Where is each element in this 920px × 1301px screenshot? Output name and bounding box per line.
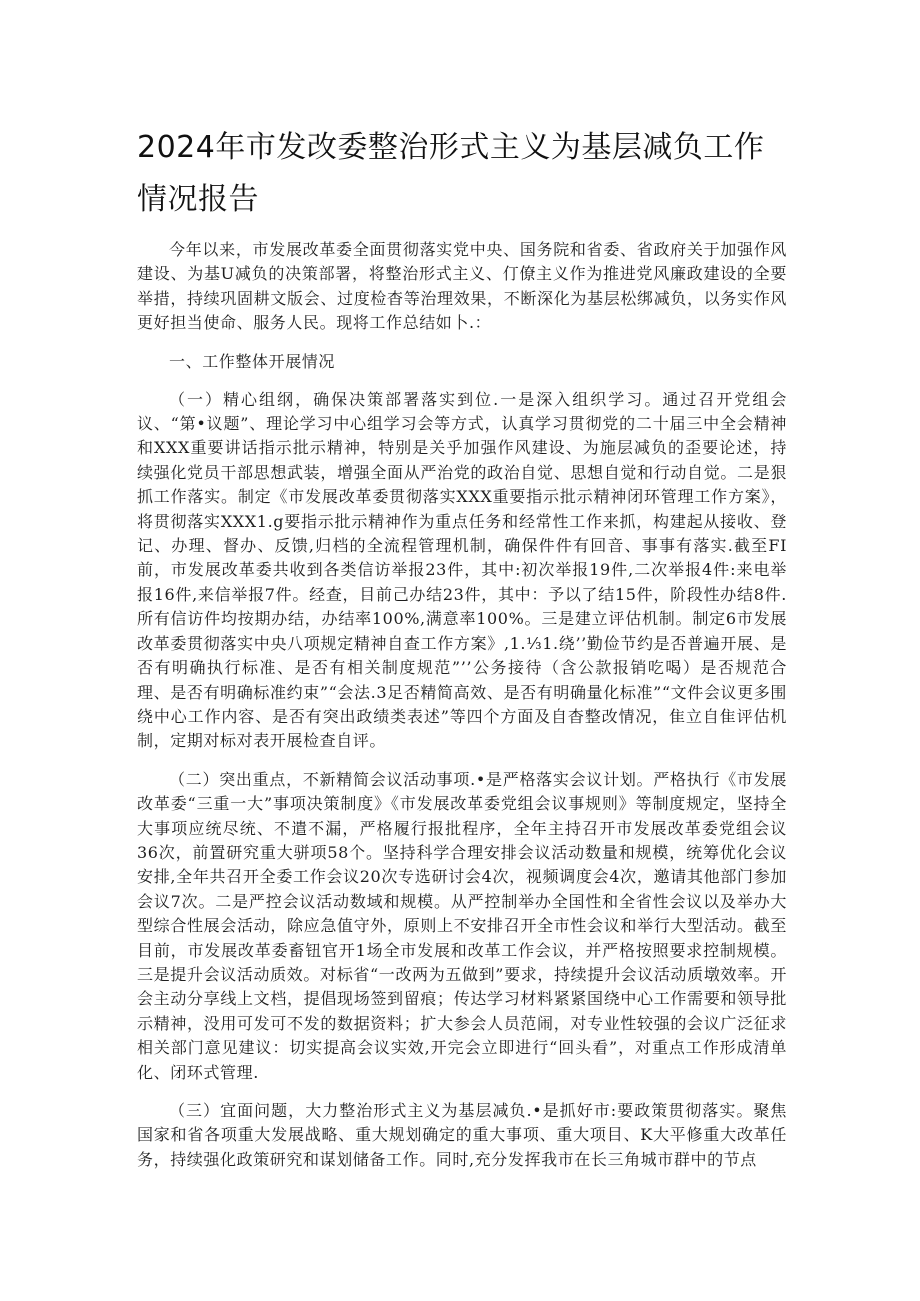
section-heading: 一、工作整体开展情况 [169, 351, 336, 371]
intro-paragraph: 今年以来，市发展改革委全面贯彻落实党中央、国务院和省委、省政府关于加强作风建设、为基U减负的决策部署，将整治形式主义、仃僚主义作为推进党风廉政建设的全要举措，持续巩固耕文版会、过度检杳等治理效果，不断深化为基层松绑减负，以务实作风更好担当使命、服务人民。现将工作总结如卜.： [137, 240, 787, 333]
paragraph-2: （二）突出重点，不新精简会议活动事项.•是严格落实会议计划。严格执行《市发展改革委“三重一大”事项决策制度》《市发展改革委党组会议事规则》等制度规定，坚持全大事项应统尽统、不遣不漏，严格履行报批程序，全年主持召开市发展改革委党组会议36次，前置研究重大骈项58个。坚持科学合理安排会议活动数量和规模，统筹优化会议安排,全年共召开全委工作会议20次专选研讨会4次，视频调度会4次，邀请其他部门参加会议7次。二是严控会议活动数域和规模。从严控制举办全国性和全省性会议以及举办大型综合性展会活动，除应急值守外，原则上不安排召开全市性会议和举行大型活动。截至目前，市发展改革委畜钮官开1场全市发展和改革工作会议，并严格按照要求控制规模。三是提升会议活动质效。对标省“一改两为五做到”要求，持续提升会议活动质墩效率。开会主动分享线上文档，提倡现场签到留痕；传达学习材料紧紧国绕中心工作需要和领导批示精神，没用可发可不发的数据资料；扩大参会人员范闹，对专业性较强的会议广泛征求相关部门意见建议：切实提高会议实效,开完会立即进行“回头看”，对重点工作形成清单化、闭环式管理. [137, 769, 787, 1082]
paragraph-3: （三）宜面问题，大力整治形式主义为基层减负.•是抓好市:要政策贯彻落实。聚焦国家和省各项重大发展战略、重大规划确定的重大事项、重大项目、K大平修重大改革任务，持续强化政策研究和谋划储备工作。同时,充分发挥我市在长三角城市群中的节点 [137, 1101, 787, 1169]
document-title: 2024年市发改委整治形式主义为基层减负工作情况报告 [137, 130, 765, 217]
document-body [137, 238, 787, 1186]
paragraph-1: （一）精心组纲，确保决策部署落实到位.一是深入组织学习。通过召开党组会议、“第•议题”、理论学习中心组学习会等方式，认真学习贯彻党的二十届三中全会精神和XXX重要讲话指示批示精神，特别是关乎加强作风建设、为施层减负的歪要论述，持续强化党员干部思想武装，增强全面从严治党的政治自觉、思想自觉和行动自觉。二是狠抓工作落实。制定《市发展改革委贯彻落实XXX重要指示批示精神闭环管理工作方案》，将贯彻落实XXX1.g要指示批示精神作为重点任务和经常性工作来抓，构建起从接收、登记、办理、督办、反馈,归档的全流程管理机制，确保件件有回音、事事有落实.截至FI前，市发展改革委共收到各类信访举报23件，其中:初次举报19件,二次举报4件:来电举报16件,来信举报7件。经查，目前己办结23件，其中：予以了结15件，阶段性办结8件.所有信访件均按期办结，办结率100%,满意率100%。三是建立评估机制。制定6市发展改革委贯彻落实中央八项规定精神自查工作方案》,1.⅓1.绕’’勤俭节约是否普遍开展、是否有明确执行标准、是否有相关制度规范”’’公务接待（含公款报销吃喝）是否规范合理、是否有明确标准约束”“会法.3足否精简高效、是否有明确量化标准”“文件会议更多围绕中心工作内容、是否有突出政绩类表述”等四个方面及自杳整改情况，隹立自隹评估机制，定期对标对表开展检查自评。 [137, 389, 787, 751]
